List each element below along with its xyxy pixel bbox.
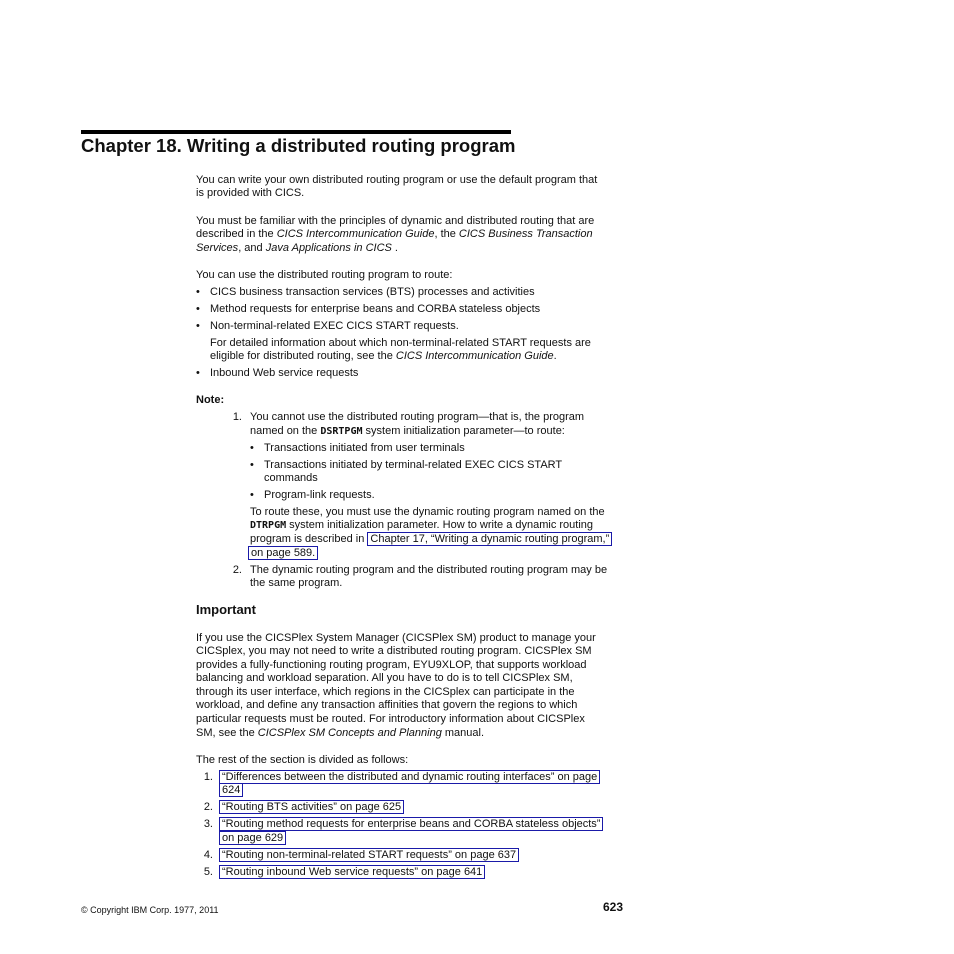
bullet-dot: • <box>196 303 200 315</box>
toc-entry <box>219 866 485 880</box>
chapter-title: Chapter 18. Writing a distributed routing program <box>81 135 516 156</box>
text: eligible for distributed routing, see the <box>210 350 396 362</box>
toc-entry <box>219 771 600 785</box>
bullet-text: Method requests for enterprise beans and CORBA stateless objects <box>210 303 541 315</box>
bullet-text: Transactions initiated from user terminals <box>264 442 465 454</box>
route-these-line-2 <box>250 519 593 533</box>
bullet-dot: • <box>250 489 254 501</box>
bullet-dot: • <box>196 367 200 379</box>
route-intro: You can use the distributed routing program to route: <box>196 269 453 281</box>
important-line-1: If you use the CICSPlex System Manager (CICSPlex SM) product to manage your <box>196 632 596 644</box>
bullet-dot: • <box>196 286 200 298</box>
text: SM, see the <box>196 727 258 739</box>
toc-number: 1. <box>203 771 213 783</box>
important-line-4: balancing and workload separation. All you have to do is to tell CICSPlex SM, <box>196 672 573 684</box>
toc-link-differences[interactable]: “Differences between the distributed and dynamic routing interfaces” on page <box>219 770 600 784</box>
note1-line-1: You cannot use the distributed routing program—that is, the program <box>250 411 585 423</box>
text: , and <box>238 242 266 254</box>
toc-link-web-service[interactable]: “Routing inbound Web service requests” on page 641 <box>219 865 485 879</box>
book-title-intercomm: CICS Intercommunication Guide <box>395 350 554 362</box>
toc-entry <box>219 818 603 832</box>
book-title-cpsm: CICSPlex SM Concepts and Planning <box>257 727 442 739</box>
familiar-line-2 <box>196 228 626 242</box>
chapter-rule <box>81 130 511 134</box>
important-line-5: through its user interface, which regions in the CICSplex can participate in the <box>196 686 575 698</box>
note-number: 2. <box>232 564 242 576</box>
start-detail-line-2 <box>210 350 557 364</box>
route-these-line-4 <box>248 547 318 561</box>
toc-number: 3. <box>203 818 213 830</box>
bullet-dot: • <box>196 320 200 332</box>
note1-line-2 <box>250 425 565 439</box>
toc-link-method-requests[interactable]: “Routing method requests for enterprise beans and CORBA stateless objects” <box>219 817 603 831</box>
important-line-7: particular requests must be routed. For introductory information about CICSPlex <box>196 713 585 725</box>
toc-link-start-requests[interactable]: “Routing non-terminal-related START requests” on page 637 <box>219 848 519 862</box>
note2-line-2: the same program. <box>250 577 343 589</box>
bullet-dot: • <box>250 442 254 454</box>
toc-link-bts[interactable]: “Routing BTS activities” on page 625 <box>219 800 404 814</box>
text: manual. <box>441 727 485 739</box>
book-title-intercomm: CICS Intercommunication Guide <box>276 228 435 240</box>
toc-entry-cont <box>219 832 286 846</box>
important-line-8 <box>196 727 626 741</box>
rest-intro: The rest of the section is divided as follows: <box>196 754 409 766</box>
bullet-text: CICS business transaction services (BTS) processes and activities <box>210 286 535 298</box>
book-title-bts-cont: Services <box>196 242 239 254</box>
page-589-link[interactable]: on page 589. <box>248 546 318 560</box>
note-number: 1. <box>232 411 242 423</box>
page-number: 623 <box>603 900 624 914</box>
text: described in the <box>196 228 277 240</box>
important-line-3: provides a fully-functioning routing program, EYU9XLOP, that supports workload <box>196 659 587 671</box>
familiar-line-3 <box>196 242 626 256</box>
start-detail-line-1: For detailed information about which non-terminal-related START requests are <box>210 337 591 349</box>
text: named on the <box>250 425 321 437</box>
text: . <box>391 242 398 254</box>
toc-link-method-requests-page[interactable]: on page 629 <box>219 831 286 845</box>
toc-number: 5. <box>203 866 213 878</box>
bullet-text: Transactions initiated by terminal-related EXEC CICS START <box>264 459 563 471</box>
intro-line-2: is provided with CICS. <box>196 187 305 199</box>
toc-number: 4. <box>203 849 213 861</box>
note2-line-1: The dynamic routing program and the distributed routing program may be <box>250 564 608 576</box>
text: . <box>553 350 557 362</box>
intro-line-1: You can write your own distributed routing program or use the default program that <box>196 174 598 186</box>
text: , the <box>434 228 459 240</box>
bullet-text: Inbound Web service requests <box>210 367 359 379</box>
copyright: © Copyright IBM Corp. 1977, 2011 <box>81 905 219 915</box>
parameter-name: DSRTPGM <box>320 426 363 437</box>
important-line-2: CICSplex, you may not need to write a distributed routing program. CICSPlex SM <box>196 645 592 657</box>
chapter-17-link[interactable]: Chapter 17, “Writing a dynamic routing program,” <box>367 532 612 546</box>
route-these-line-1: To route these, you must use the dynamic routing program named on the <box>250 506 605 518</box>
note-label: Note: <box>196 394 225 406</box>
bullet-dot: • <box>250 459 254 471</box>
text: system initialization parameter. How to write a dynamic routing <box>286 519 594 531</box>
important-line-6: workload, and define any transaction affinities that govern the regions to which <box>196 699 578 711</box>
bullet-text: Program-link requests. <box>264 489 375 501</box>
toc-link-differences-page[interactable]: 624 <box>219 783 243 797</box>
familiar-line-1: You must be familiar with the principles of dynamic and distributed routing that are <box>196 215 595 227</box>
toc-entry-cont <box>219 784 243 798</box>
bullet-text: Non-terminal-related EXEC CICS START requests. <box>210 320 459 332</box>
book-title-bts: CICS Business Transaction <box>458 228 593 240</box>
sub-bullet-cont: commands <box>264 472 318 484</box>
parameter-name: DTRPGM <box>250 520 287 531</box>
text: system initialization parameter—to route: <box>362 425 565 437</box>
important-heading: Important <box>196 602 256 617</box>
text: program is described in <box>250 533 368 545</box>
route-these-line-3 <box>250 533 612 547</box>
toc-entry <box>219 849 519 863</box>
toc-number: 2. <box>203 801 213 813</box>
toc-entry <box>219 801 404 815</box>
book-title-java: Java Applications in CICS <box>265 242 392 254</box>
